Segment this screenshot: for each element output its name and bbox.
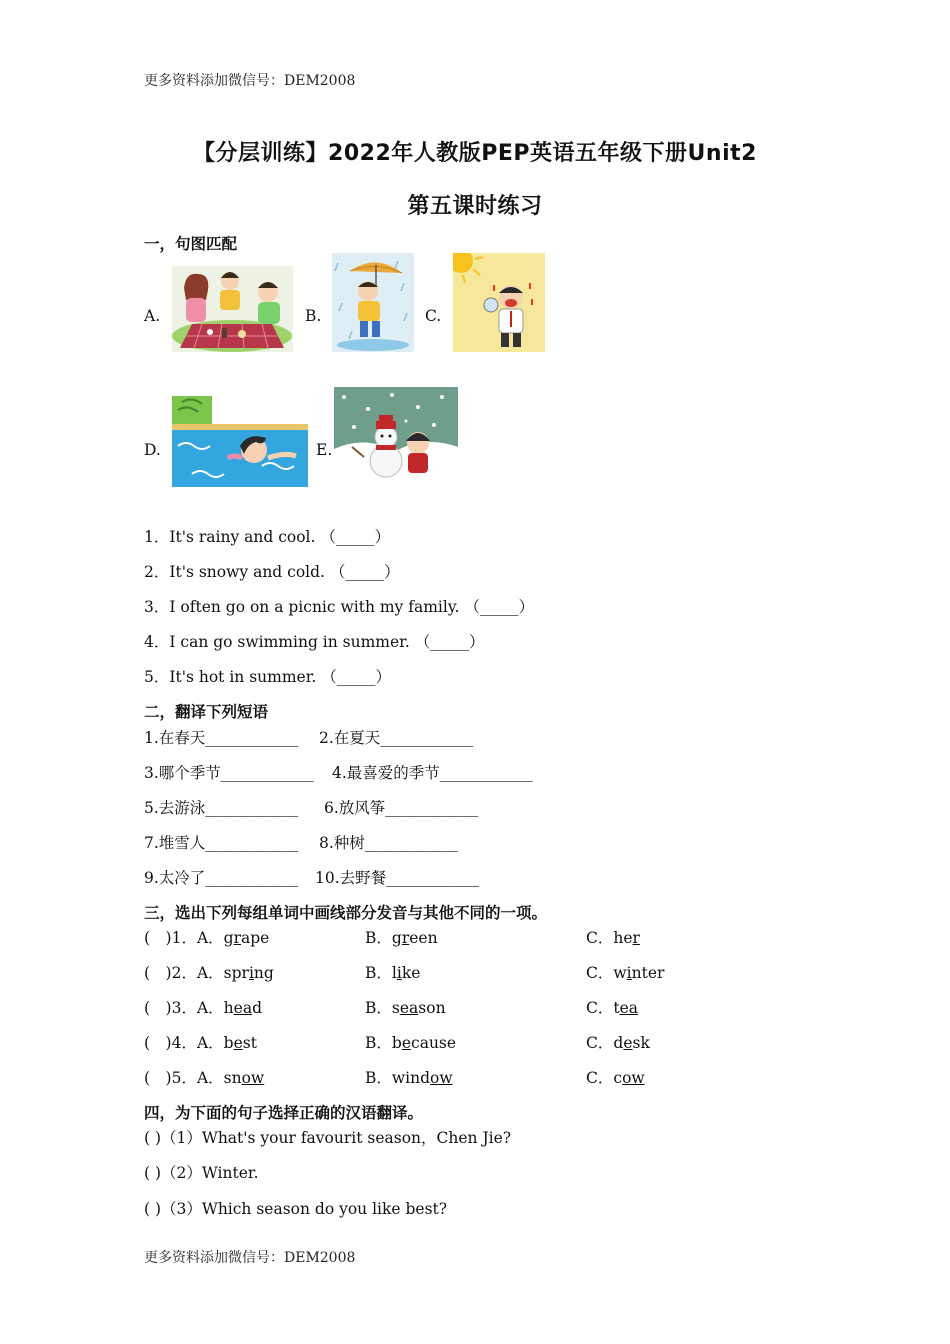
header-note: 更多资料添加微信号：DEM2008: [144, 73, 356, 89]
word-b: like: [391, 964, 421, 982]
phrase-4: 4.最喜爱的季节____________: [332, 764, 533, 782]
title-line-1: 【分层训练】2022年人教版PEP英语五年级下册Unit2: [193, 141, 757, 166]
word-a: best: [223, 1034, 257, 1052]
match-item-5: 5．It's hot in summer. （_____）: [144, 668, 392, 686]
section-2-heading: 二，翻译下列短语: [144, 703, 269, 721]
word-c: desk: [613, 1034, 650, 1052]
question-number: ( )1．A．: [144, 929, 224, 947]
phrase-2: 2.在夏天____________: [319, 729, 474, 747]
hot-sun-man-fan-picture: [453, 253, 545, 352]
match-item-1: 1．It's rainy and cool. （_____）: [144, 528, 391, 546]
section-1-heading: 一，句图匹配: [144, 235, 238, 253]
family-picnic-picture: [172, 266, 293, 352]
translation-item-1: ( )（1）What's your favourit season，Chen Jie?: [144, 1129, 512, 1147]
word-c: tea: [613, 999, 639, 1017]
rainy-boy-umbrella-picture: [332, 253, 414, 352]
phonics-row-5-c: C．cow: [586, 1069, 645, 1087]
word-b: green: [391, 929, 438, 947]
word-c: her: [613, 929, 640, 947]
word-b: window: [391, 1069, 453, 1087]
phrase-3: 3.哪个季节____________: [144, 764, 314, 782]
word-a: grape: [223, 929, 270, 947]
translation-item-2: ( )（2）Winter.: [144, 1164, 259, 1182]
phonics-row-4: [144, 1031, 257, 1053]
footer-note: 更多资料添加微信号：DEM2008: [144, 1250, 356, 1266]
phonics-row-1-b: B．green: [365, 929, 438, 947]
question-number: ( )2．A．: [144, 964, 224, 982]
picture-label-a: A.: [144, 307, 161, 325]
word-a: head: [223, 999, 262, 1017]
picture-label-e: E.: [316, 441, 333, 459]
word-b: season: [391, 999, 446, 1017]
word-b: because: [391, 1034, 457, 1052]
phonics-row-4-b: B．because: [365, 1034, 457, 1052]
phrase-10: 10.去野餐____________: [315, 869, 480, 887]
picture-label-c: C.: [425, 307, 442, 325]
phonics-row-2-c: C．winter: [586, 964, 665, 982]
girl-swimming-picture: [172, 396, 308, 487]
phonics-row-2-b: B．like: [365, 964, 421, 982]
phrase-8: 8.种树____________: [319, 834, 458, 852]
phrase-9: 9.太冷了____________: [144, 869, 299, 887]
section-4-heading: 四，为下面的句子选择正确的汉语翻译。: [144, 1104, 424, 1122]
phonics-row-2: [144, 961, 274, 983]
word-c: winter: [613, 964, 665, 982]
phonics-row-1-c: C．her: [586, 929, 640, 947]
phonics-row-1: [144, 926, 269, 948]
phrase-6: 6.放风筝____________: [324, 799, 479, 817]
phonics-row-3: [144, 996, 262, 1018]
phonics-row-3-b: B．season: [365, 999, 446, 1017]
phonics-row-5-b: B．window: [365, 1069, 453, 1087]
phrase-1: 1.在春天____________: [144, 729, 299, 747]
word-a: snow: [223, 1069, 265, 1087]
match-item-3: 3．I often go on a picnic with my family. （_____）: [144, 598, 535, 616]
phonics-row-4-c: C．desk: [586, 1034, 650, 1052]
phrase-7: 7.堆雪人____________: [144, 834, 299, 852]
question-number: ( )4．A．: [144, 1034, 224, 1052]
match-item-2: 2．It's snowy and cold. （_____）: [144, 563, 400, 581]
word-c: cow: [613, 1069, 645, 1087]
picture-label-d: D.: [144, 441, 161, 459]
picture-label-b: B.: [305, 307, 322, 325]
translation-item-3: ( )（3）Which season do you like best?: [144, 1200, 448, 1218]
title-line-2: 第五课时练习: [407, 194, 543, 219]
question-number: ( )3．A．: [144, 999, 224, 1017]
phrase-5: 5.去游泳____________: [144, 799, 299, 817]
phonics-row-5: [144, 1066, 264, 1088]
snowman-children-picture: [334, 387, 458, 482]
section-3-heading: 三，选出下列每组单词中画线部分发音与其他不同的一项。: [144, 904, 548, 922]
match-item-4: 4．I can go swimming in summer. （_____）: [144, 633, 485, 651]
question-number: ( )5．A．: [144, 1069, 224, 1087]
phonics-row-3-c: C．tea: [586, 999, 639, 1017]
word-a: spring: [223, 964, 274, 982]
